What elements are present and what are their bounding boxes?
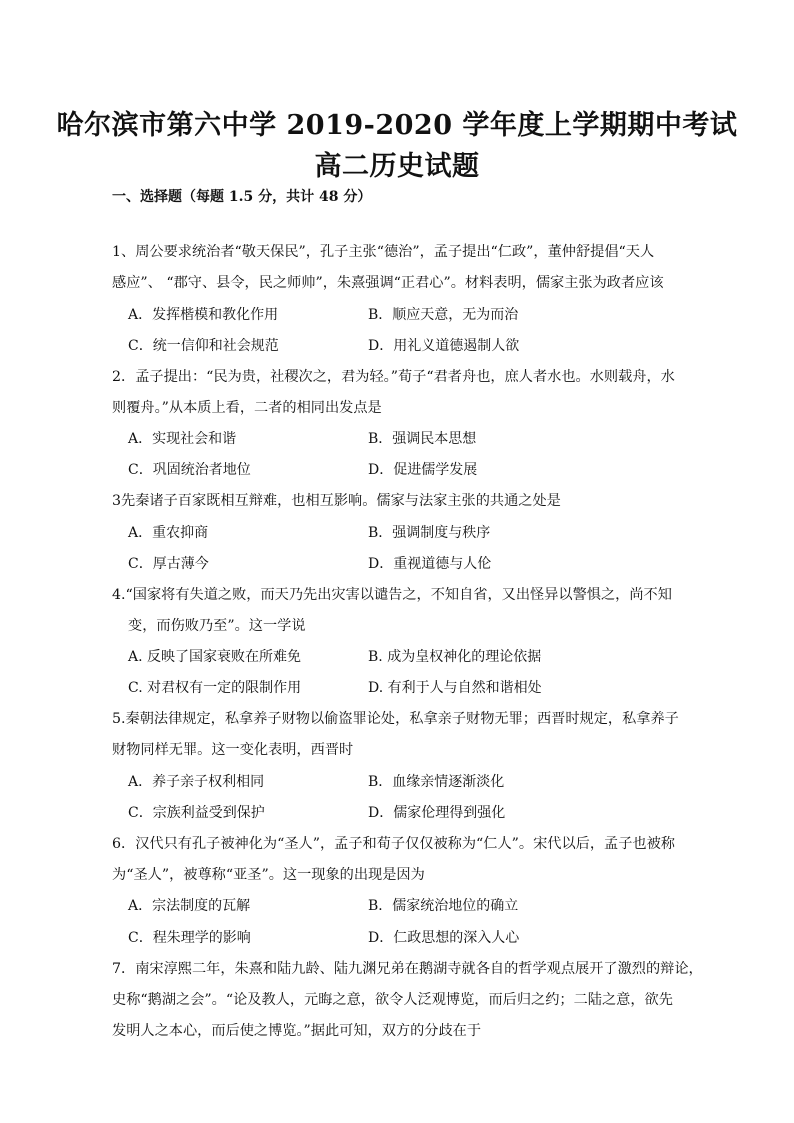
section-heading: 一、选择题（每题 1.5 分，共计 48 分） — [112, 189, 372, 205]
question-7-line-3: 发明人之本心，而后使之博览。”据此可知，双方的分歧在于 — [112, 1023, 482, 1039]
question-3-option-d: D．重视道德与人伦 — [368, 556, 492, 572]
question-6-option-a: A．宗法制度的瓦解 — [128, 898, 251, 914]
question-1-option-c: C．统一信仰和社会规范 — [128, 338, 279, 354]
question-2-line-1: 2．孟子提出：“民为贵，社稷次之，君为轻。”荀子“君者舟也，庶人者水也。水则载舟，水 — [112, 369, 675, 385]
question-5-option-d: D．儒家伦理得到强化 — [368, 805, 506, 821]
question-4-line-1: 4.“国家将有失道之败，而天乃先出灾害以谴告之，不知自省，又出怪异以警惧之，尚不知 — [112, 587, 672, 603]
question-5-option-a: A．养子亲子权利相同 — [128, 774, 265, 790]
question-7-line-2: 史称“鹅湖之会”。“论及教人，元晦之意，欲令人泛观博览，而后归之约；二陆之意，欲先 — [112, 992, 673, 1008]
question-1-option-a: A．发挥楷模和教化作用 — [128, 307, 279, 323]
question-6-option-c: C．程朱理学的影响 — [128, 930, 251, 946]
question-6-line-2: 为“圣人”，被尊称“亚圣”。这一现象的出现是因为 — [112, 867, 425, 883]
question-3-option-a: A．重农抑商 — [128, 525, 209, 541]
question-4-option-b: B. 成为皇权神化的理论依据 — [368, 649, 542, 665]
question-4-option-d: D. 有利于人与自然和谐相处 — [368, 680, 542, 696]
exam-title: 哈尔滨市第六中学 2019-2020 学年度上学期期中考试 — [56, 110, 738, 141]
question-2-option-a: A．实现社会和谐 — [128, 431, 237, 447]
question-5-line-1: 5.秦朝法律规定，私拿养子财物以偷盗罪论处，私拿亲子财物无罪；西晋时规定，私拿养子 — [112, 711, 679, 727]
question-2-option-d: D．促进儒学发展 — [368, 462, 478, 478]
question-1-line-2: 感应”、 “郡守、县令，民之师帅”，朱熹强调“正君心”。材料表明，儒家主张为政者应该 — [112, 275, 664, 291]
question-4-option-a: A. 反映了国家衰败在所难免 — [128, 649, 302, 665]
question-3-option-b: B．强调制度与秩序 — [368, 525, 491, 541]
question-3-option-c: C．厚古薄今 — [128, 556, 209, 572]
question-5-line-2: 财物同样无罪。这一变化表明，西晋时 — [112, 742, 354, 758]
question-2-line-2: 则覆舟。”从本质上看，二者的相同出发点是 — [112, 400, 382, 416]
question-4-option-c: C. 对君权有一定的限制作用 — [128, 680, 302, 696]
question-7-line-1: 7．南宋淳熙二年，朱熹和陆九龄、陆九渊兄弟在鹅湖寺就各自的哲学观点展开了激烈的辩论， — [112, 961, 703, 977]
question-6-line-1: 6．汉代只有孔子被神化为“圣人”，孟子和荀子仅仅被称为“仁人”。宋代以后，孟子也被称 — [112, 836, 675, 852]
question-2-option-b: B．强调民本思想 — [368, 431, 477, 447]
question-3-line-1: 3先秦诸子百家既相互辩难，也相互影响。儒家与法家主张的共通之处是 — [112, 493, 561, 509]
question-2-option-c: C．巩固统治者地位 — [128, 462, 251, 478]
question-6-option-b: B．儒家统治地位的确立 — [368, 898, 519, 914]
question-1-option-b: B．顺应天意，无为而治 — [368, 307, 519, 323]
question-6-option-d: D．仁政思想的深入人心 — [368, 930, 520, 946]
exam-subtitle: 高二历史试题 — [314, 151, 480, 182]
question-1-line-1: 1、周公要求统治者“敬天保民”，孔子主张“德治”，孟子提出“仁政”，董仲舒提倡“天人 — [112, 244, 655, 260]
question-5-option-b: B．血缘亲情逐渐淡化 — [368, 774, 505, 790]
question-4-line-2: 变，而伤败乃至”。这一学说 — [128, 618, 306, 634]
question-1-option-d: D．用礼义道德遏制人欲 — [368, 338, 520, 354]
question-5-option-c: C．宗族利益受到保护 — [128, 805, 265, 821]
